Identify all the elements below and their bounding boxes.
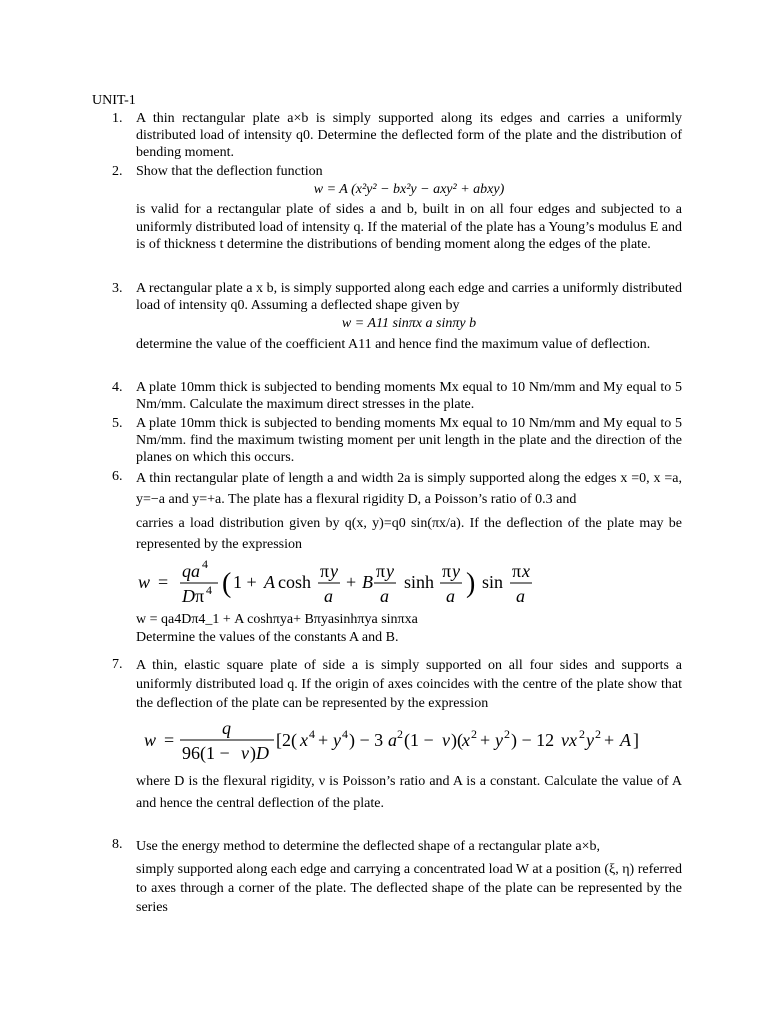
svg-text:2: 2 [471,727,477,741]
svg-text:+: + [346,572,357,592]
question-number: 7. [112,657,123,672]
svg-text:) − 3: ) − 3 [349,730,384,750]
svg-text:νx: νx [561,730,577,750]
question-number: 6. [112,469,123,484]
deflection-equation: w = A (x²y² − bx²y − axy² + abxy) [313,182,505,198]
svg-text:y: y [495,730,503,750]
svg-text:96(1 −: 96(1 − [182,743,230,763]
svg-text:A: A [620,730,631,750]
question-4 [112,379,682,413]
svg-text:+: + [480,730,491,750]
question-text: A plate 10mm thick is subjected to bending moments Mx equal to 10 Nm/mm and My equal to 5 Nm/mm. Calculate the maximum direct stresses in the plate. [136,380,682,413]
question-1 [112,110,682,162]
svg-text:(1 −: (1 − [404,730,434,750]
svg-text:A: A [264,572,275,592]
svg-text:a: a [380,586,389,606]
question-text: determine the value of the coefficient A11 and hence find the maximum value of deflection. [136,336,651,352]
svg-text:a: a [388,730,397,750]
svg-text:x: x [462,730,470,750]
question-8 [112,836,682,917]
svg-text:y: y [586,730,594,750]
svg-text:+: + [604,730,615,750]
question-2 [112,163,682,253]
question-3 [112,280,682,353]
svg-text:2: 2 [595,727,601,741]
question-number: 1. [112,111,123,126]
svg-text:sin: sin [482,572,504,592]
svg-text:[2(: [2( [276,730,297,750]
svg-text:cosh: cosh [278,572,311,592]
question-intro-continued: carries a load distribution given by q(x, y)=q0 sin(πx/a). If the deflection of the plate may be represented by the expression [136,516,682,552]
question-number: 4. [112,380,123,395]
svg-text:D: D [256,743,269,763]
svg-text:sinh: sinh [404,572,435,592]
question-number: 5. [112,416,123,431]
svg-text:π: π [195,586,205,606]
deflection-expression-graphic [136,557,682,609]
question-7 [112,656,682,815]
svg-text:qa: qa [182,561,200,581]
question-intro: Show that the deflection function [136,164,323,179]
question-text: is valid for a rectangular plate of sides a and b, built in on all four edges and subjected to a uniformly distributed load of intensity q. If the material of the plate has a Young’s modulus E and is of thickness t determine the distributions of bending moment along the edges of the plate. [136,202,682,252]
question-6 [112,468,682,647]
svg-text:π: π [512,561,522,581]
svg-text:4: 4 [342,727,348,741]
svg-text:a: a [446,586,455,606]
question-text: where D is the flexural rigidity, ν is Poisson’s ratio and A is a constant. Calculate the value of A and hence the central deflection of the plate. [136,774,682,811]
question-text: Use the energy method to determine the deflected shape of a rectangular plate a×b, [136,839,600,854]
question-number: 3. [112,281,123,296]
svg-text:): ) [466,568,476,599]
svg-text:+: + [318,730,329,750]
svg-text:x: x [522,561,530,581]
svg-text:y: y [386,561,394,581]
svg-text:x: x [300,730,308,750]
svg-text:y: y [330,561,338,581]
svg-text:): ) [250,743,256,763]
unit-heading: UNIT-1 [92,93,136,108]
question-text-continued: simply supported along each edge and carrying a concentrated load W at a position (ξ, η) referred to axes through a corner of the plate. The deflected shape of the plate can be represented by the series [136,862,683,915]
svg-text:=: = [158,572,169,592]
svg-text:(: ( [222,568,232,599]
question-text: Determine the values of the constants A and B. [136,630,399,645]
svg-text:]: ] [633,730,639,750]
question-text: A plate 10mm thick is subjected to bending moments Mx equal to 10 Nm/mm and My equal to 5 Nm/mm. find the maximum twisting moment per unit length in the plate and the direction of the planes on which this occurs. [136,416,682,466]
question-number: 8. [112,837,123,852]
svg-text:ν: ν [442,730,450,750]
question-intro: A thin, elastic square plate of side a is simply supported on all four sides and supports a uniformly distributed load q. If the origin of axes coincides with the centre of the plate show that the deflection of the plate can be represented by the expression [136,658,682,711]
svg-text:y: y [452,561,460,581]
svg-text:π: π [376,561,386,581]
svg-text:π: π [442,561,452,581]
svg-text:2: 2 [504,727,510,741]
svg-text:2: 2 [579,727,585,741]
svg-text:4: 4 [206,583,212,597]
svg-text:w: w [144,730,157,750]
svg-text:4: 4 [309,727,315,741]
svg-text:B: B [362,572,373,592]
svg-text:2: 2 [397,727,403,741]
question-intro: A thin rectangular plate of length a and width 2a is simply supported along the edges x =0, x =a, y=−a and y=+a. The plate has a flexural rigidity D, a Poisson’s ratio of 0.3 and [136,471,682,507]
question-text: A thin rectangular plate a×b is simply supported along its edges and carries a uniformly distributed load of intensity q0. Determine the deflected form of the plate and the distribution of bending moment. [136,111,682,161]
svg-text:a: a [324,586,333,606]
svg-text:w: w [138,572,151,592]
svg-text:D: D [182,586,195,606]
svg-text:y: y [333,730,341,750]
svg-text:)(: )( [451,730,463,750]
deflection-expression-graphic [136,715,682,767]
svg-text:ν: ν [241,743,249,763]
question-5 [112,415,682,467]
svg-text:a: a [516,586,525,606]
svg-text:4: 4 [202,557,208,571]
deflection-equation: w = A11 sinπx a sinπy b [341,316,477,332]
question-intro: A rectangular plate a x b, is simply supported along each edge and carries a uniformly distributed load of intensity q0. Assuming a deflected shape given by [136,281,682,314]
svg-text:=: = [164,730,175,750]
raw-equation-text: w = qa4Dπ4_1 + A coshπya+ Bπyasinhπya sinπxa [136,612,418,627]
svg-text:q: q [222,718,231,738]
svg-text:) − 12: ) − 12 [511,730,555,750]
svg-text:1 +: 1 + [233,572,257,592]
question-number: 2. [112,164,123,179]
svg-text:π: π [320,561,330,581]
